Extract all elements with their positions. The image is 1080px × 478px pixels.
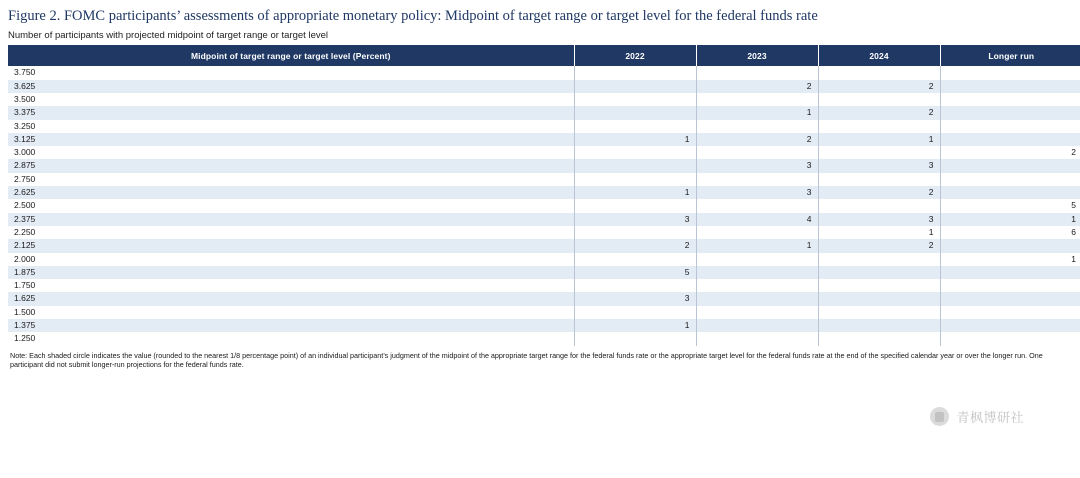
- row-value: 3: [574, 213, 696, 226]
- row-label: 3.125: [8, 133, 574, 146]
- table-row: [8, 173, 1080, 186]
- row-value: 5: [574, 266, 696, 279]
- row-value: 3: [574, 292, 696, 305]
- row-value: [818, 253, 940, 266]
- row-label: 3.375: [8, 106, 574, 119]
- column-header-label: Midpoint of target range or target level (Percent): [8, 45, 574, 66]
- row-value: [940, 159, 1080, 172]
- row-value: [696, 319, 818, 332]
- row-value: [940, 332, 1080, 345]
- figure-note: [6, 346, 1080, 370]
- table-row: [8, 186, 1080, 199]
- dot-plot-table: [8, 45, 1080, 345]
- column-header-longer-run: Longer run: [940, 45, 1080, 66]
- row-value: [818, 120, 940, 133]
- row-value: 1: [940, 213, 1080, 226]
- row-label: 2.125: [8, 239, 574, 252]
- row-value: [574, 66, 696, 79]
- row-value: 3: [818, 213, 940, 226]
- row-value: 1: [574, 133, 696, 146]
- row-value: [574, 253, 696, 266]
- row-value: 2: [818, 80, 940, 93]
- row-value: [940, 66, 1080, 79]
- row-value: 3: [818, 159, 940, 172]
- row-value: [696, 266, 818, 279]
- row-value: 1: [574, 319, 696, 332]
- table-row: [8, 266, 1080, 279]
- row-value: [574, 279, 696, 292]
- row-value: 2: [696, 80, 818, 93]
- figure-note-line-1: Note: Each shaded circle indicates the value (rounded to the nearest 1/8 percentage point) of an individual participant’s judgment of the midpoint of the appropriate target range for the federal funds rate or the appropriate target level for the federal funds rate at the end of the specified calendar year or over the: [10, 350, 991, 360]
- table-row: [8, 80, 1080, 93]
- watermark-text: 青枫博研社: [956, 410, 1024, 425]
- figure-title: Figure 2. FOMC participants’ assessments of appropriate monetary policy: Midpoint of target range or target level for the federal funds rate: [8, 8, 818, 24]
- row-value: [940, 292, 1080, 305]
- row-value: [818, 173, 940, 186]
- table-row: [8, 159, 1080, 172]
- row-value: [940, 133, 1080, 146]
- row-value: [696, 120, 818, 133]
- row-value: [574, 120, 696, 133]
- row-value: [818, 66, 940, 79]
- row-label: 3.500: [8, 93, 574, 106]
- row-value: [818, 199, 940, 212]
- row-value: 2: [818, 106, 940, 119]
- row-value: [696, 173, 818, 186]
- row-value: [940, 306, 1080, 319]
- table-body: [8, 66, 1080, 345]
- table-row: [8, 146, 1080, 159]
- row-value: [696, 253, 818, 266]
- row-label: 1.500: [8, 306, 574, 319]
- watermark: [930, 407, 1024, 426]
- row-value: 4: [696, 213, 818, 226]
- table-row: [8, 120, 1080, 133]
- table-row: [8, 239, 1080, 252]
- table-row: [8, 332, 1080, 345]
- row-value: [696, 93, 818, 106]
- row-label: 1.750: [8, 279, 574, 292]
- row-value: [940, 186, 1080, 199]
- column-header-2024: 2024: [818, 45, 940, 66]
- row-value: 2: [574, 239, 696, 252]
- row-value: [696, 332, 818, 345]
- row-value: [818, 319, 940, 332]
- row-value: [574, 146, 696, 159]
- table-row: [8, 199, 1080, 212]
- row-value: [818, 306, 940, 319]
- row-value: [940, 173, 1080, 186]
- row-value: 3: [696, 186, 818, 199]
- row-value: 2: [696, 133, 818, 146]
- row-value: [940, 106, 1080, 119]
- row-value: [940, 279, 1080, 292]
- row-label: 2.000: [8, 253, 574, 266]
- row-value: [696, 292, 818, 305]
- row-label: 3.250: [8, 120, 574, 133]
- row-value: [574, 226, 696, 239]
- row-value: [574, 332, 696, 345]
- row-value: 1: [818, 226, 940, 239]
- row-label: 2.500: [8, 199, 574, 212]
- row-value: 1: [940, 253, 1080, 266]
- row-label: 1.375: [8, 319, 574, 332]
- column-header-2022: 2022: [574, 45, 696, 66]
- row-value: [818, 279, 940, 292]
- row-value: 1: [818, 133, 940, 146]
- row-value: [940, 80, 1080, 93]
- row-label: 3.625: [8, 80, 574, 93]
- row-label: 1.625: [8, 292, 574, 305]
- row-value: [574, 106, 696, 119]
- column-header-2023: 2023: [696, 45, 818, 66]
- figure-note-line-2: longer run. One participant did not submit longer-run projections for the federal funds rate.: [10, 350, 1043, 370]
- row-value: [696, 226, 818, 239]
- row-value: 2: [818, 239, 940, 252]
- row-label: 2.375: [8, 213, 574, 226]
- row-value: 2: [818, 186, 940, 199]
- row-value: [940, 266, 1080, 279]
- row-value: 6: [940, 226, 1080, 239]
- watermark-logo-icon: [930, 407, 949, 426]
- row-value: [940, 319, 1080, 332]
- row-value: [696, 279, 818, 292]
- row-value: 5: [940, 199, 1080, 212]
- row-value: [574, 80, 696, 93]
- table-row: [8, 226, 1080, 239]
- table-row: [8, 106, 1080, 119]
- row-label: 2.875: [8, 159, 574, 172]
- row-label: 2.250: [8, 226, 574, 239]
- row-value: [940, 120, 1080, 133]
- row-value: [940, 239, 1080, 252]
- row-value: [574, 159, 696, 172]
- table-row: [8, 133, 1080, 146]
- table-row: [8, 93, 1080, 106]
- row-value: 1: [696, 106, 818, 119]
- row-value: 1: [696, 239, 818, 252]
- row-label: 3.000: [8, 146, 574, 159]
- row-value: [940, 93, 1080, 106]
- row-value: [818, 266, 940, 279]
- row-label: 2.625: [8, 186, 574, 199]
- row-value: [574, 306, 696, 319]
- row-value: [574, 173, 696, 186]
- table-header-row: [8, 45, 1080, 66]
- row-value: 1: [574, 186, 696, 199]
- row-value: 2: [940, 146, 1080, 159]
- figure-subtitle: Number of participants with projected midpoint of target range or target level: [8, 30, 328, 42]
- row-label: 2.750: [8, 173, 574, 186]
- row-value: [696, 199, 818, 212]
- row-value: [818, 292, 940, 305]
- table-row: [8, 279, 1080, 292]
- row-label: 3.750: [8, 66, 574, 79]
- row-label: 1.875: [8, 266, 574, 279]
- table-row: [8, 66, 1080, 79]
- row-value: [574, 199, 696, 212]
- table-row: [8, 253, 1080, 266]
- row-value: [818, 332, 940, 345]
- table-row: [8, 213, 1080, 226]
- row-value: [696, 306, 818, 319]
- table-row: [8, 292, 1080, 305]
- row-value: [696, 66, 818, 79]
- row-value: [696, 146, 818, 159]
- table-row: [8, 306, 1080, 319]
- row-value: 3: [696, 159, 818, 172]
- row-value: [818, 146, 940, 159]
- row-value: [818, 93, 940, 106]
- row-value: [574, 93, 696, 106]
- table-row: [8, 319, 1080, 332]
- row-label: 1.250: [8, 332, 574, 345]
